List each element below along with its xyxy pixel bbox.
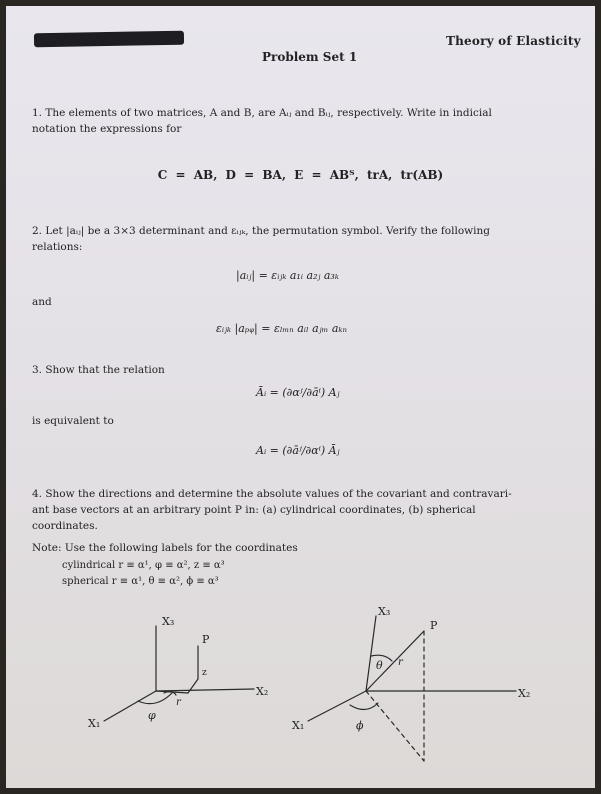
sph-r-label: r bbox=[398, 657, 403, 668]
sph-phi-label: ϕ bbox=[356, 719, 364, 732]
sph-theta-label: θ bbox=[376, 659, 383, 672]
p4-line1: 4. Show the directions and determine the absolute values of the covariant and contravari- bbox=[32, 488, 512, 500]
p1-line1: 1. The elements of two matrices, A and B, are Aᵢⱼ and Bᵢⱼ, respectively. Write in indicial bbox=[32, 107, 492, 119]
p4-note: Note: Use the following labels for the coordinates bbox=[32, 542, 298, 554]
p4-line2: ant base vectors at an arbitrary point P in: (a) cylindrical coordinates, (b) spherical bbox=[32, 504, 476, 516]
p2-line2: relations: bbox=[32, 241, 83, 253]
p4-spherical-labels: spherical r ≡ α¹, θ ≡ α², ϕ ≡ α³ bbox=[62, 576, 219, 587]
p2-and: and bbox=[32, 296, 52, 308]
p2-equation-2: εᵢⱼₖ |aₚᵩ| = εₗₘₙ aᵢₗ aⱼₘ aₖₙ bbox=[216, 322, 347, 335]
p4-line3: coordinates. bbox=[32, 520, 98, 532]
p3-mid: is equivalent to bbox=[32, 415, 114, 427]
p2-equation-1: |aᵢⱼ| = εᵢⱼₖ a₁ᵢ a₂ⱼ a₃ₖ bbox=[236, 269, 339, 282]
p3-equation-2: Aᵢ = (∂āʲ/∂αⁱ) Āⱼ bbox=[256, 444, 340, 457]
sph-p-label: P bbox=[430, 619, 438, 632]
cyl-r-label: r bbox=[176, 697, 181, 708]
spherical-diagram bbox=[308, 616, 516, 761]
cyl-x2-label: X₂ bbox=[256, 685, 269, 698]
page-title: Problem Set 1 bbox=[262, 50, 358, 64]
sph-x3-label: X₃ bbox=[378, 605, 391, 618]
p2-line1: 2. Let |aᵢⱼ| be a 3×3 determinant and εᵢⱼₖ, the permutation symbol. Verify the following bbox=[32, 225, 490, 237]
cyl-phi-label: φ bbox=[148, 709, 156, 722]
redacted-name bbox=[34, 31, 184, 48]
course-title: Theory of Elasticity bbox=[446, 34, 581, 48]
cyl-x1-label: X₁ bbox=[88, 717, 101, 730]
sph-x2-label: X₂ bbox=[518, 687, 531, 700]
p4-cylindrical-labels: cylindrical r ≡ α¹, φ ≡ α², z ≡ α³ bbox=[62, 560, 225, 571]
sph-x1-label: X₁ bbox=[292, 719, 305, 732]
p1-line2: notation the expressions for bbox=[32, 123, 182, 135]
cyl-z-label: z bbox=[202, 668, 207, 678]
problem-sheet bbox=[6, 6, 595, 788]
p3-line1: 3. Show that the relation bbox=[32, 364, 165, 376]
cyl-p-label: P bbox=[202, 633, 210, 646]
cyl-x3-label: X₃ bbox=[162, 615, 175, 628]
coordinate-diagrams bbox=[76, 601, 576, 781]
p1-equation: C = AB, D = BA, E = ABᵀ, trA, tr(AB) bbox=[157, 168, 444, 182]
p3-equation-1: Āᵢ = (∂αʲ/∂āⁱ) Aⱼ bbox=[256, 386, 340, 399]
